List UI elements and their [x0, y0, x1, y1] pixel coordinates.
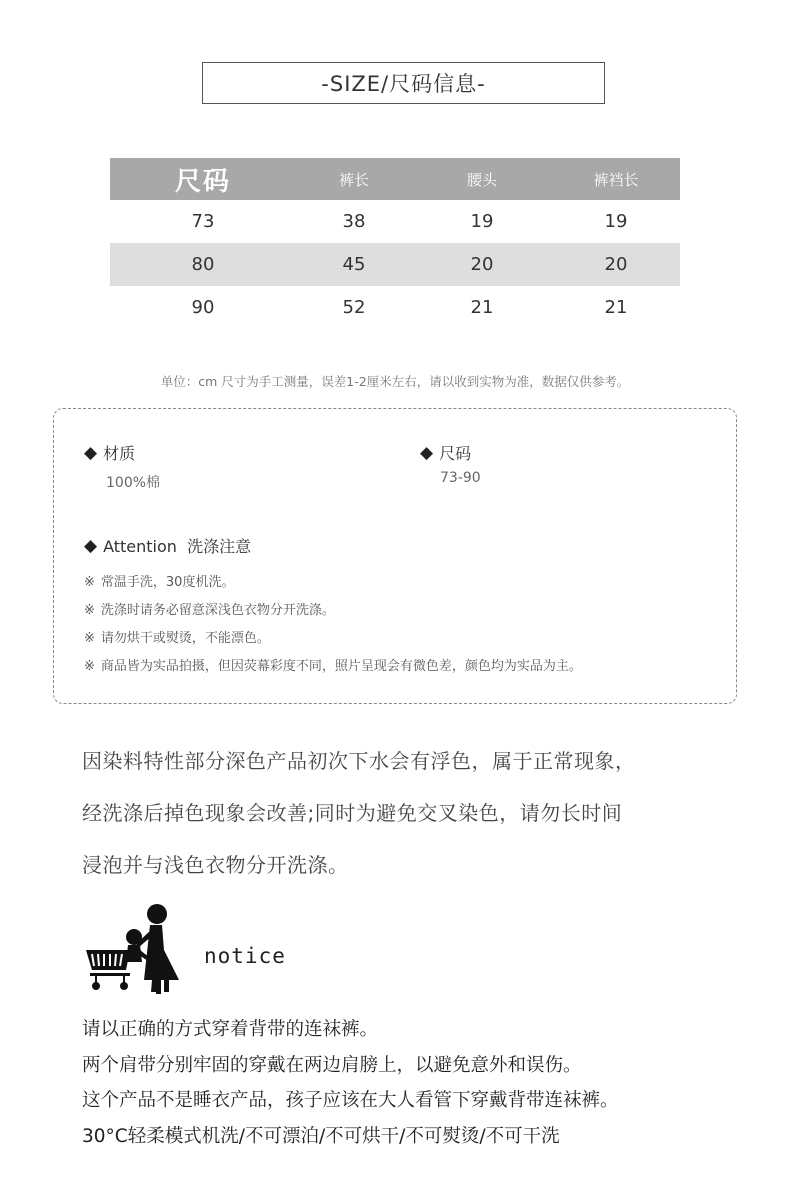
material-label: 材质 — [103, 444, 136, 463]
table-row — [110, 243, 680, 286]
diamond-icon: ◆ — [84, 442, 98, 463]
table-header — [110, 158, 680, 200]
shopping-cart-parent-child-icon — [84, 900, 204, 1000]
table-cell: 73 — [191, 211, 215, 232]
material-value: 100%棉 — [106, 475, 161, 491]
notice-lines — [82, 1012, 619, 1154]
table-cell: 19 — [470, 211, 494, 232]
table-cell: 19 — [604, 211, 628, 232]
section-title: -SIZE/尺码信息- — [202, 62, 605, 104]
care-note-text: 请勿烘干或熨烫，不能漂色。 — [100, 631, 270, 646]
material-heading — [84, 441, 135, 464]
attention-heading — [84, 534, 251, 557]
paragraph-line: 浸泡并与浅色衣物分开洗涤。 — [82, 853, 349, 877]
table-cell: 80 — [191, 254, 215, 275]
size-heading — [420, 441, 471, 464]
reference-mark-icon: ※ — [84, 603, 95, 618]
paragraph-line: 经洗涤后掉色现象会改善;同时为避免交叉染色，请勿长时间 — [82, 801, 623, 825]
unit-note: 单位：cm 尺寸为手工测量，误差1-2厘米左右，请以收到实物为准，数据仅供参考。 — [160, 374, 630, 389]
table-cell: 20 — [604, 254, 628, 275]
reference-mark-icon: ※ — [84, 575, 95, 590]
list-item — [84, 569, 582, 597]
table-cell: 90 — [191, 297, 215, 318]
list-item — [84, 625, 582, 653]
care-note-text: 常温手洗，30度机洗。 — [100, 575, 235, 590]
header-size: 尺码 — [174, 166, 231, 197]
table-cell: 45 — [342, 254, 366, 275]
info-box — [53, 408, 737, 704]
reference-mark-icon: ※ — [84, 631, 95, 646]
table-cell: 21 — [604, 297, 628, 318]
notice-line: 这个产品不是睡衣产品，孩子应该在大人看管下穿戴背带连袜裤。 — [82, 1090, 619, 1111]
dye-paragraph — [82, 735, 742, 891]
table-cell: 38 — [342, 211, 366, 232]
size-table — [110, 158, 680, 329]
notice-label: notice — [204, 944, 286, 968]
care-note-text: 商品皆为实品拍摄，但因荧幕彩度不同，照片呈现会有微色差，颜色均为实品为主。 — [100, 659, 582, 674]
table-cell: 52 — [342, 297, 366, 318]
paragraph-line: 因染料特性部分深色产品初次下水会有浮色，属于正常现象， — [82, 749, 636, 773]
list-item — [84, 597, 582, 625]
size-value: 73-90 — [440, 470, 481, 486]
reference-mark-icon: ※ — [84, 659, 95, 674]
table-cell: 20 — [470, 254, 494, 275]
header-crotch-length: 裤裆长 — [593, 170, 639, 189]
table-row — [110, 286, 680, 329]
table-row — [110, 200, 680, 243]
diamond-icon: ◆ — [84, 535, 98, 556]
notice-line: 两个肩带分别牢固的穿戴在两边肩膀上，以避免意外和误伤。 — [82, 1054, 582, 1076]
care-notes — [84, 569, 582, 681]
size-label: 尺码 — [439, 444, 472, 463]
care-note-text: 洗涤时请务必留意深浅色衣物分开洗涤。 — [100, 603, 335, 618]
header-waist: 腰头 — [466, 170, 497, 189]
table-cell: 21 — [470, 297, 494, 318]
diamond-icon: ◆ — [420, 442, 434, 463]
notice-line: 请以正确的方式穿着背带的连袜裤。 — [82, 1019, 379, 1040]
notice-line: 30°C轻柔模式机洗/不可漂泊/不可烘干/不可熨烫/不可干洗 — [82, 1125, 560, 1147]
header-pants-length: 裤长 — [338, 170, 369, 189]
list-item — [84, 653, 582, 681]
attention-label: Attention 洗涤注意 — [103, 537, 252, 556]
